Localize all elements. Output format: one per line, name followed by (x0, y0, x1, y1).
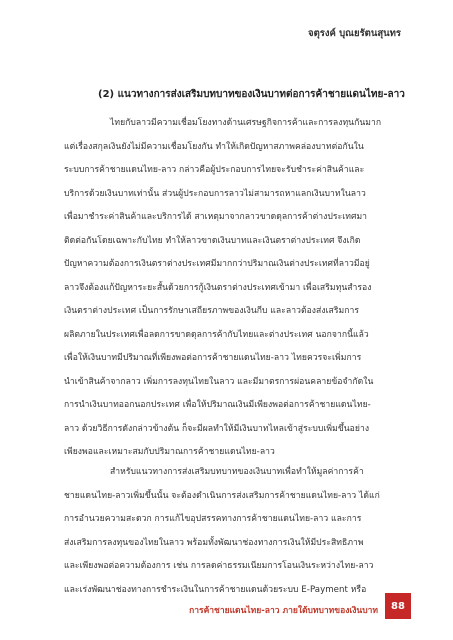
body-paragraph-1 (64, 112, 402, 465)
text-line: ผลิตภายในประเทศเพื่อลดการขาดดุลการค้ากับไทยและต่างประเทศ นอกจากนี้แล้ว (64, 329, 369, 340)
text-line: แต่เรื่องสกุลเงินยังไม่มีความเชื่อมโยงกัน ทำให้เกิดปัญหาสภาพคล่องบาทต่อกันใน (64, 141, 364, 152)
text-line: ลาว ด้วยวิธีการดังกล่าวข้างต้น ก็จะมีผลทำให้มีเงินบาทไหลเข้าสู่ระบบเพิ่มขึ้นอย่าง (64, 423, 370, 434)
text-line: สำหรับแนวทางการส่งเสริมบทบาทของเงินบาทเพื่อทำให้มูลค่าการค้า (110, 467, 364, 477)
text-line: บริการด้วยเงินบาทเท่านั้น ส่วนผู้ประกอบการลาวไม่สามารถหาแลกเงินบาทในลาว (64, 188, 366, 199)
page-number-badge: 88 (385, 593, 411, 619)
running-footer-title: การค้าชายแดนไทย-ลาว ภายใต้บทบาทของเงินบาท (189, 606, 378, 616)
text-line: ลาวจึงต้องแก้ปัญหาระยะสั้นด้วยการกู้เงินตราต่างประเทศเข้ามา เพื่อเสริมทุนสำรอง (64, 282, 372, 293)
text-line: ไทยกับลาวมีความเชื่อมโยงทางด้านเศรษฐกิจการค้าและการลงทุนกันมาก (110, 118, 382, 128)
text-line: นำเข้าสินค้าจากลาว เพิ่มการลงทุนไทยในลาว และมีมาตรการผ่อนคลายข้อจำกัดใน (64, 376, 374, 387)
text-line: เงินตราต่างประเทศ เป็นการรักษาเสถียรภาพของเงินกีบ และลาวต้องส่งเสริมการ (64, 306, 360, 316)
text-line: ติดต่อกันโดยเฉพาะกับไทย ทำให้ลาวขาดเงินบาทและเงินตราต่างประเทศ จึงเกิด (64, 235, 361, 246)
running-header-author: จตุรงค์ บุณยรัตนสุนทร (308, 28, 401, 39)
text-line: เพื่อมาชำระค่าสินค้าและบริการได้ สาเหตุมาจากลาวขาดดุลการค้าต่างประเทศมา (64, 212, 368, 222)
text-line: การนำเงินบาทออกนอกประเทศ เพื่อให้ปริมาณเงินมีเพียงพอต่อการค้าชายแดนไทย- (64, 400, 371, 410)
section-heading: (2) แนวทางการส่งเสริมบทบาทของเงินบาทต่อการค้าชายแดนไทย-ลาว (98, 89, 405, 100)
text-line: เพื่อให้เงินบาทมีปริมาณที่เพียงพอต่อการค้าชายแดนไทย-ลาว ไทยควรจะเพิ่มการ (64, 353, 362, 363)
text-line: และเร่งพัฒนาช่องทางการชำระเงินในการค้าชายแดนด้วยระบบ E-Payment หรือ (64, 584, 367, 595)
text-line: ปัญหาความต้องการเงินตราต่างประเทศมีมากกว่าปริมาณเงินต่างประเทศที่ลาวมีอยู่ (64, 259, 370, 269)
text-line: การอำนวยความสะดวก การแก้ไขอุปสรรคทางการค้าชายแดนไทย-ลาว และการ (64, 514, 362, 524)
body-paragraph-2 (64, 461, 402, 602)
text-line: และเพียงพอต่อความต้องการ เช่น การลดค่าธรรมเนียมการโอนเงินระหว่างไทย-ลาว (64, 561, 374, 571)
text-line: ส่งเสริมการลงทุนของไทยในลาว พร้อมทั้งพัฒนาช่องทางการเงินให้มีประสิทธิภาพ (64, 537, 364, 548)
text-line: ชายแดนไทย-ลาวเพิ่มขึ้นนั้น จะต้องดำเนินการส่งเสริมการค้าชายแดนไทย-ลาว ได้แก่ (64, 490, 380, 501)
text-line: ระบบการค้าชายแดนไทย-ลาว กล่าวคือผู้ประกอบการไทยจะรับชำระค่าสินค้าและ (64, 165, 365, 175)
text-line: เพียงพอและเหมาะสมกับปริมาณการค้าชายแดนไทย-ลาว (64, 447, 275, 457)
